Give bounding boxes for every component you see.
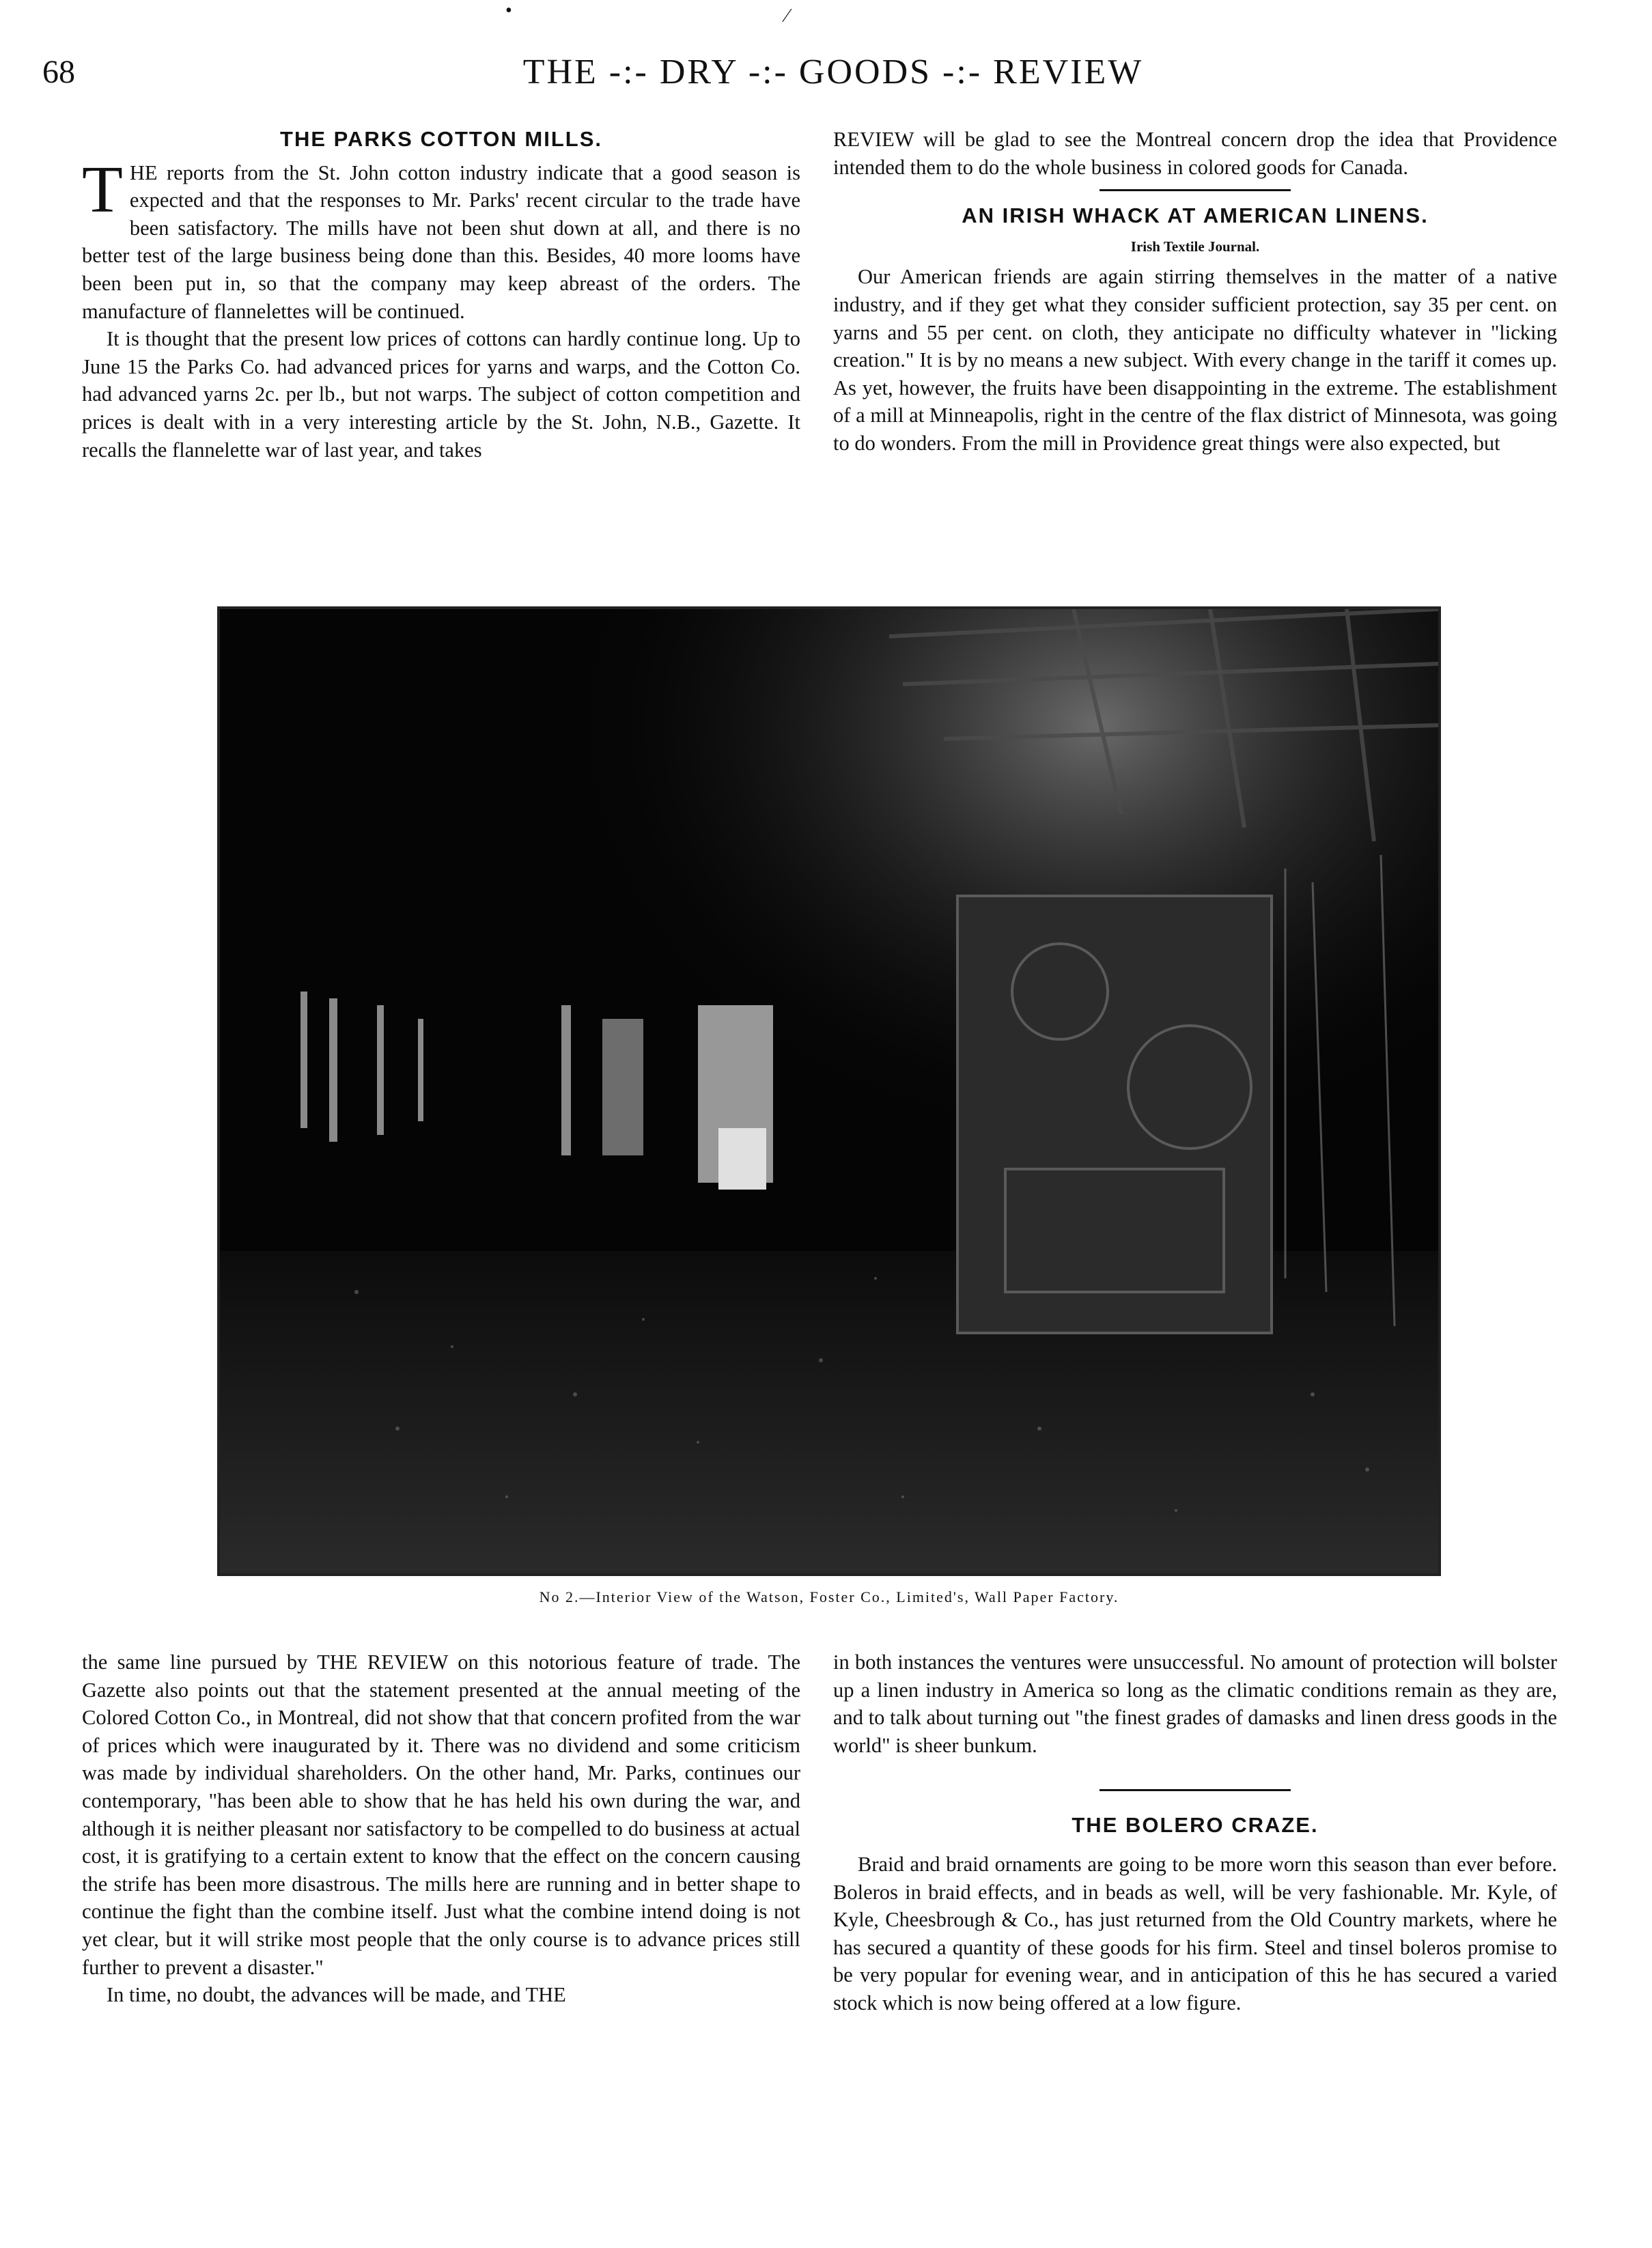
section-divider [1100, 189, 1291, 191]
irish-heading: AN IRISH WHACK AT AMERICAN LINENS. [962, 203, 1429, 228]
section-divider [1100, 1789, 1291, 1791]
factory-interior-photo [217, 606, 1441, 1576]
irish-source: Irish Textile Journal. [1130, 238, 1260, 255]
parks-continuation-end: REVIEW will be glad to see the Montreal concern drop the idea that Providence intended them to do the whole business in colored goods for Canada. [833, 128, 1557, 179]
irish-paragraph-1: Our American friends are again stirring themselves in the matter of a native industry, and if they get what they consider sufficient protection, say 35 per cent. on yarns and 55 per cent. on cloth, they anticipate no difficulty whatever in "licking creation." It is by no means a new subject. With every change in the tariff it comes up. As yet, however, the fruits have been disappointing in the extreme. The establishment of a mill at Minneapolis, right in the centre of the flax district of Minnesota, was going to do wonders. From the mill in Providence great things were also expected, but [833, 265, 1557, 455]
page-number: 68 [42, 54, 75, 90]
right-column-top [833, 126, 1557, 458]
bolero-paragraph-1: Braid and braid ornaments are going to be more worn this season than ever before. Boleros in braid effects, and in beads as well, will be very fashionable. Mr. Kyle, of Kyle, Cheesbrough & Co., has just returned from the Old Country markets, where he has secured a quantity of these goods for his firm. Steel and tinsel boleros promise to be very popular for evening wear, and in anticipation of this he has secured a varied stock which is now being offered at a low figure. [833, 1852, 1557, 2014]
bolero-heading: THE BOLERO CRAZE. [1072, 1813, 1319, 1838]
parks-paragraph-1-text: HE reports from the St. John cotton industry indicate that a good season is expected and that the responses to Mr. Parks' recent circular to the trade have been satisfactory. The mills have not been shut down at all, and there is no better test of the large business being done than this. Besides, 40 more looms have been been put in, so that the company may keep abreast of the orders. The manufacture of flannelettes will be continued. [82, 160, 800, 323]
parks-article-continued [82, 1648, 800, 2009]
parks-heading: THE PARKS COTTON MILLS. [280, 127, 602, 151]
photo-caption: No 2.—Interior View of the Watson, Foster Co., Limited's, Wall Paper Factory. [539, 1588, 1119, 1605]
factory-photo-image [220, 609, 1438, 1573]
parks-paragraph-1 [82, 152, 800, 326]
drop-cap: T [82, 152, 123, 227]
right-column-bottom [833, 1648, 1557, 2017]
parks-continuation-2: In time, no doubt, the advances will be made, and THE [107, 1983, 566, 2007]
parks-paragraph-2: It is thought that the present low prices of cottons can hardly continue long. Up to June 15 the Parks Co. had advanced prices for yarns and warps, and the Cotton Co. had advanced yarns 2c. per lb., but not warps. The subject of cotton competition and prices is dealt with in a very interesting article by the St. John, N.B., Gazette. It recalls the flannelette war of last year, and takes [82, 327, 800, 462]
parks-continuation-1: the same line pursued by THE REVIEW on this notorious feature of trade. The Gazette also points out that the statement presented at the annual meeting of the Colored Cotton Co., in Montreal, did not show that that concern profited from the war of prices which were inaugurated by it. There was no dividend and some criticism was made by individual shareholders. On the other hand, Mr. Parks, continues our contemporary, "has been able to show that he has held his own during the war, and although it is neither pleasant nor satisfactory to be compelled to do business at actual cost, it is gratifying to a certain extent to know that the effect on the concern causing the strife has been more disastrous. The mills here are running and in better shape to continue the fight than the combine itself. Just what the combine intend doing is not yet clear, but it will strike most people that the only course is to advance prices still further to prevent a disaster." [82, 1650, 800, 1979]
parks-article-top [82, 126, 800, 464]
print-speck: • [505, 0, 512, 21]
irish-paragraph-2: in both instances the ventures were unsuccessful. No amount of protection will bolster up a linen industry in America so long as the climatic conditions remain as they are, and to talk about turning out "the finest grades of damasks and linen dress goods in the world" is sheer bunkum. [833, 1650, 1557, 1757]
print-speck: ⁄ [785, 5, 789, 27]
masthead-title: THE -:- DRY -:- GOODS -:- REVIEW [522, 53, 1144, 92]
